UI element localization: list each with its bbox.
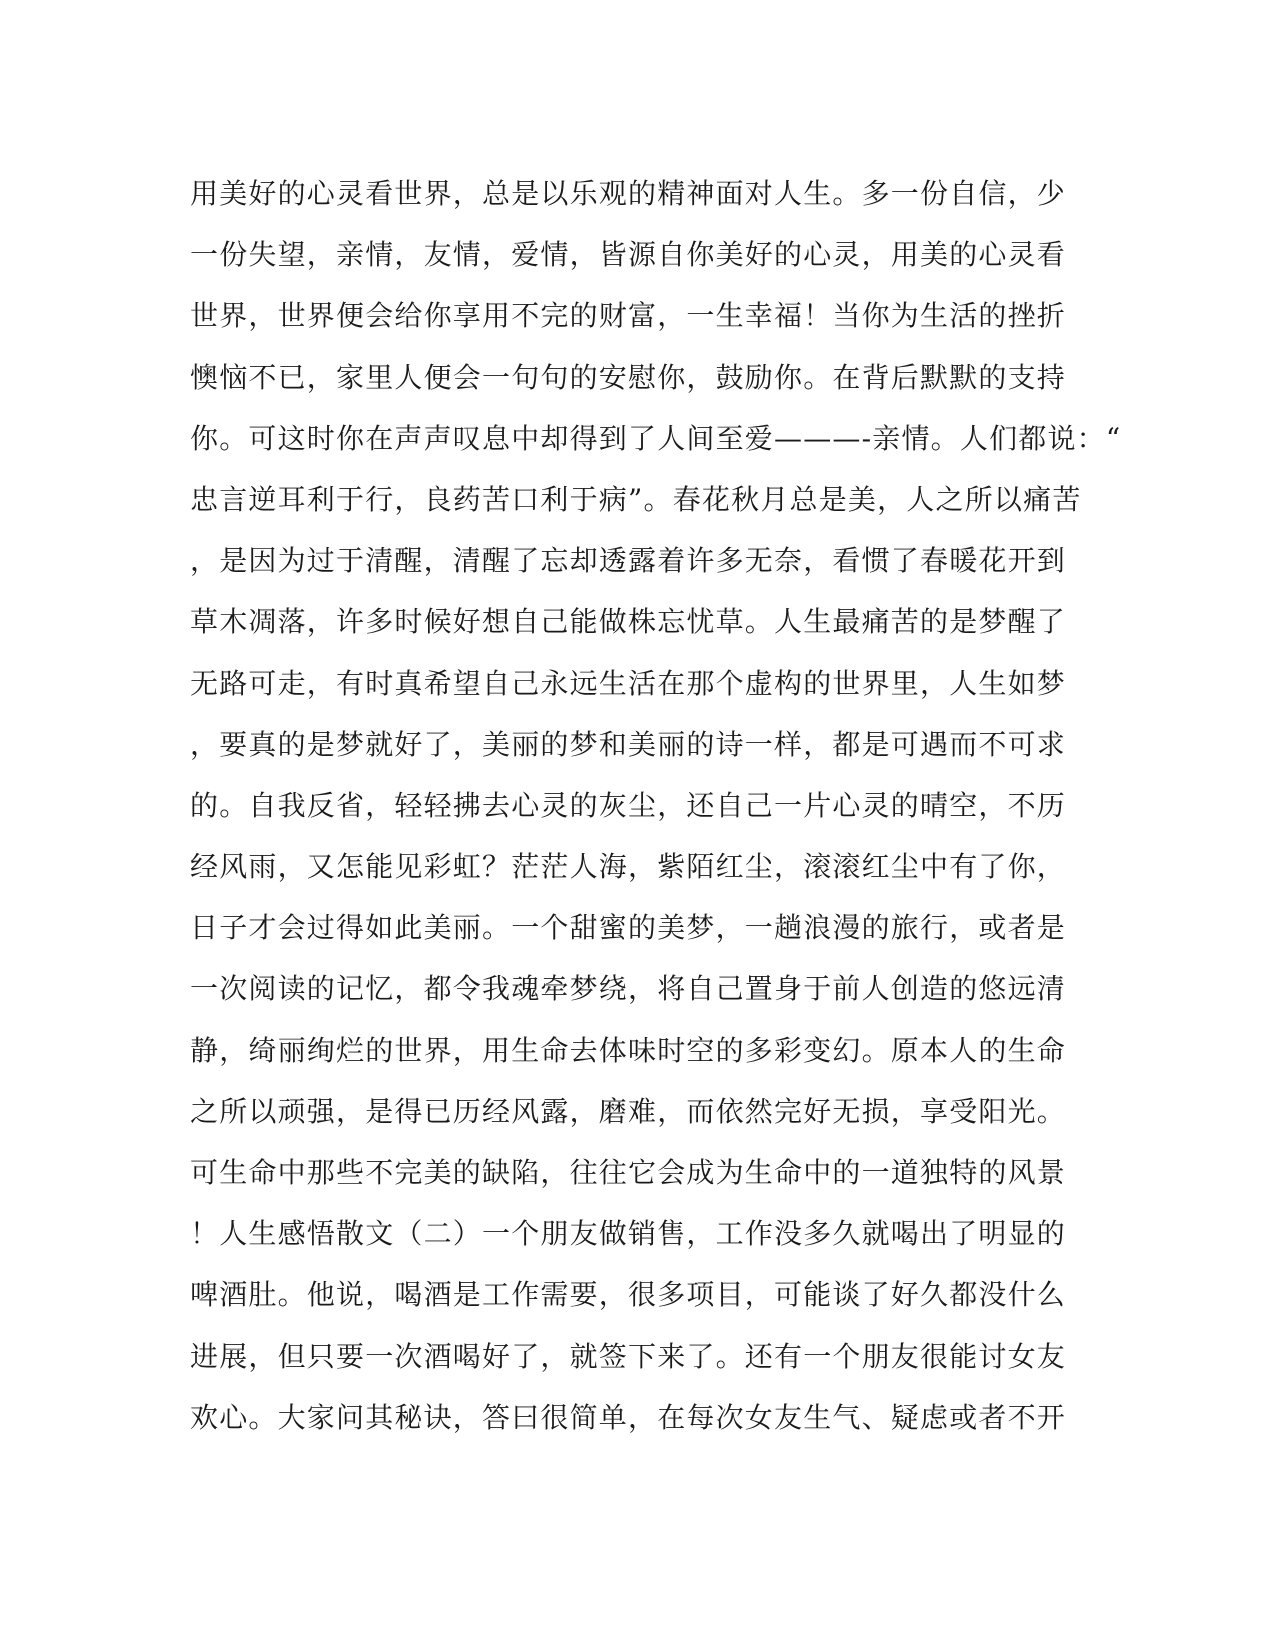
- text-line: ！人生感悟散文（二）一个朋友做销售，工作没多久就喝出了明显的: [190, 1217, 1067, 1251]
- text-line: 进展，但只要一次酒喝好了，就签下来了。还有一个朋友很能讨女友: [190, 1339, 1067, 1373]
- text-line: 忠言逆耳利于行，良药苦口利于病”。春花秋月总是美，人之所以痛苦: [190, 482, 1082, 516]
- text-line: 欢心。大家问其秘诀，答曰很简单，在每次女友生气、疑虑或者不开: [190, 1400, 1067, 1434]
- text-line: 一次阅读的记忆，都令我魂牵梦绕，将自己置身于前人创造的悠远清: [190, 972, 1067, 1006]
- text-line: 用美好的心灵看世界，总是以乐观的精神面对人生。多一份自信，少: [190, 177, 1067, 210]
- text-line: ，要真的是梦就好了，美丽的梦和美丽的诗一样，都是可遇而不可求: [190, 727, 1067, 761]
- text-line: 静，绮丽绚烂的世界，用生命去体味时空的多彩变幻。原本人的生命: [190, 1033, 1067, 1067]
- text-line: 经风雨，又怎能见彩虹？茫茫人海，紫陌红尘，滚滚红尘中有了你，: [190, 850, 1067, 884]
- text-line: 懊恼不已，家里人便会一句句的安慰你，鼓励你。在背后默默的支持: [190, 360, 1067, 394]
- text-line: 世界，世界便会给你享用不完的财富，一生幸福！当你为生活的挫折: [190, 299, 1067, 333]
- text-line: 的。自我反省，轻轻拂去心灵的灰尘，还自己一片心灵的晴空，不历: [190, 788, 1067, 822]
- text-line: 之所以顽强，是得已历经风露，磨难，而依然完好无损，享受阳光。: [190, 1094, 1067, 1128]
- text-line: 啤酒肚。他说，喝酒是工作需要，很多项目，可能谈了好久都没什么: [190, 1278, 1067, 1312]
- text-line: 你。可这时你在声声叹息中却得到了人间至爱———-亲情。人们都说：“: [190, 421, 1122, 455]
- text-line: 可生命中那些不完美的缺陷，往往它会成为生命中的一道独特的风景: [190, 1156, 1067, 1189]
- text-line: 无路可走，有时真希望自己永远生活在那个虚构的世界里，人生如梦: [190, 666, 1067, 700]
- text-line: ，是因为过于清醒，清醒了忘却透露着许多无奈，看惯了春暖花开到: [190, 544, 1067, 578]
- essay-body: [190, 163, 1122, 1448]
- text-line: 草木凋落，许多时候好想自己能做株忘忧草。人生最痛苦的是梦醒了: [190, 605, 1067, 639]
- text-line: 日子才会过得如此美丽。一个甜蜜的美梦，一趟浪漫的旅行，或者是: [190, 911, 1067, 945]
- text-line: 一份失望，亲情，友情，爱情，皆源自你美好的心灵，用美的心灵看: [190, 238, 1067, 272]
